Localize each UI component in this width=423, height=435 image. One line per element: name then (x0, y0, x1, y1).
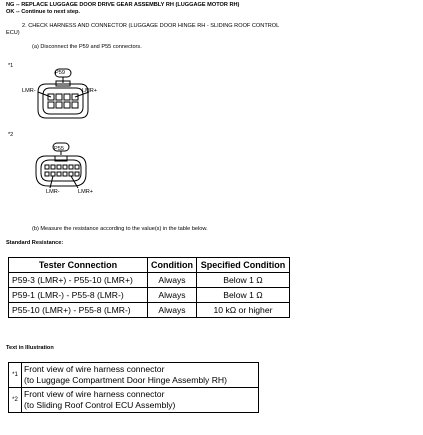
p59-lmr-minus-label: LMR- (22, 88, 36, 94)
table-row (9, 388, 259, 413)
substep-b: (b) Measure the resistance according to the value(s) in the table below. (32, 226, 208, 232)
figure1-marker: *1 (8, 63, 14, 69)
table-row (9, 288, 290, 303)
p59-inner-shell (43, 88, 83, 114)
p59-connector-label: P59 (55, 70, 65, 76)
ng-instruction: NG -- REPLACE LUGGAGE DOOR DRIVE GEAR ASSEMBLY RH (LUGGAGE MOTOR RH) (6, 2, 240, 8)
table-row (9, 273, 290, 288)
tester-connection-cell: P55-10 (LMR+) - P55-8 (LMR-) (9, 303, 148, 318)
condition-cell: Always (148, 273, 197, 288)
figure2-marker: *2 (8, 132, 14, 138)
illustration-description-cell (22, 388, 259, 413)
standard-resistance-table (8, 257, 290, 318)
table-row (9, 363, 259, 388)
header-tester-connection: Tester Connection (9, 258, 148, 273)
p59-lmr-plus-label: LMR+ (82, 88, 98, 94)
ok-instruction: OK -- Continue to next step. (6, 9, 80, 15)
condition-cell: Always (148, 303, 197, 318)
tester-connection-cell: P59-1 (LMR-) - P55-8 (LMR-) (9, 288, 148, 303)
illustration-text-table (8, 362, 259, 413)
p59-connector-diagram (20, 66, 110, 126)
header-specified-condition: Specified Condition (197, 258, 290, 273)
step-heading: 2. CHECK HARNESS AND CONNECTOR (LUGGAGE DOOR HINGE RH - SLIDING ROOF CONTROL (22, 23, 280, 29)
p55-connector-diagram (20, 140, 110, 195)
description-line2: (to Sliding Roof Control ECU Assembly) (24, 400, 176, 410)
tester-connection-cell: P59-3 (LMR+) - P55-10 (LMR+) (9, 273, 148, 288)
specified-condition-cell: Below 1 Ω (197, 288, 290, 303)
header-condition: Condition (148, 258, 197, 273)
table-header-row (9, 258, 290, 273)
p55-lmr-minus-label: LMR- (46, 189, 60, 195)
standard-resistance-title: Standard Resistance: (6, 240, 64, 246)
illustration-marker-cell: *2 (9, 388, 22, 413)
condition-cell: Always (148, 288, 197, 303)
description-line2: (to Luggage Compartment Door Hinge Assembly RH) (24, 375, 227, 385)
specified-condition-cell: Below 1 Ω (197, 273, 290, 288)
description-line1: Front view of wire harness connector (24, 364, 165, 374)
p55-inner-shell (41, 160, 81, 181)
p55-connector-label: P55 (54, 146, 64, 152)
specified-condition-cell: 10 kΩ or higher (197, 303, 290, 318)
description-line1: Front view of wire harness connector (24, 389, 165, 399)
illustration-description-cell (22, 363, 259, 388)
substep-a: (a) Disconnect the P59 and P55 connectors. (32, 44, 142, 50)
illustration-text-title: Text in Illustration (6, 345, 54, 351)
step-heading-continued: ECU) (6, 30, 20, 36)
p55-lmr-plus-label: LMR+ (78, 189, 94, 195)
table-row (9, 303, 290, 318)
illustration-marker-cell: *1 (9, 363, 22, 388)
